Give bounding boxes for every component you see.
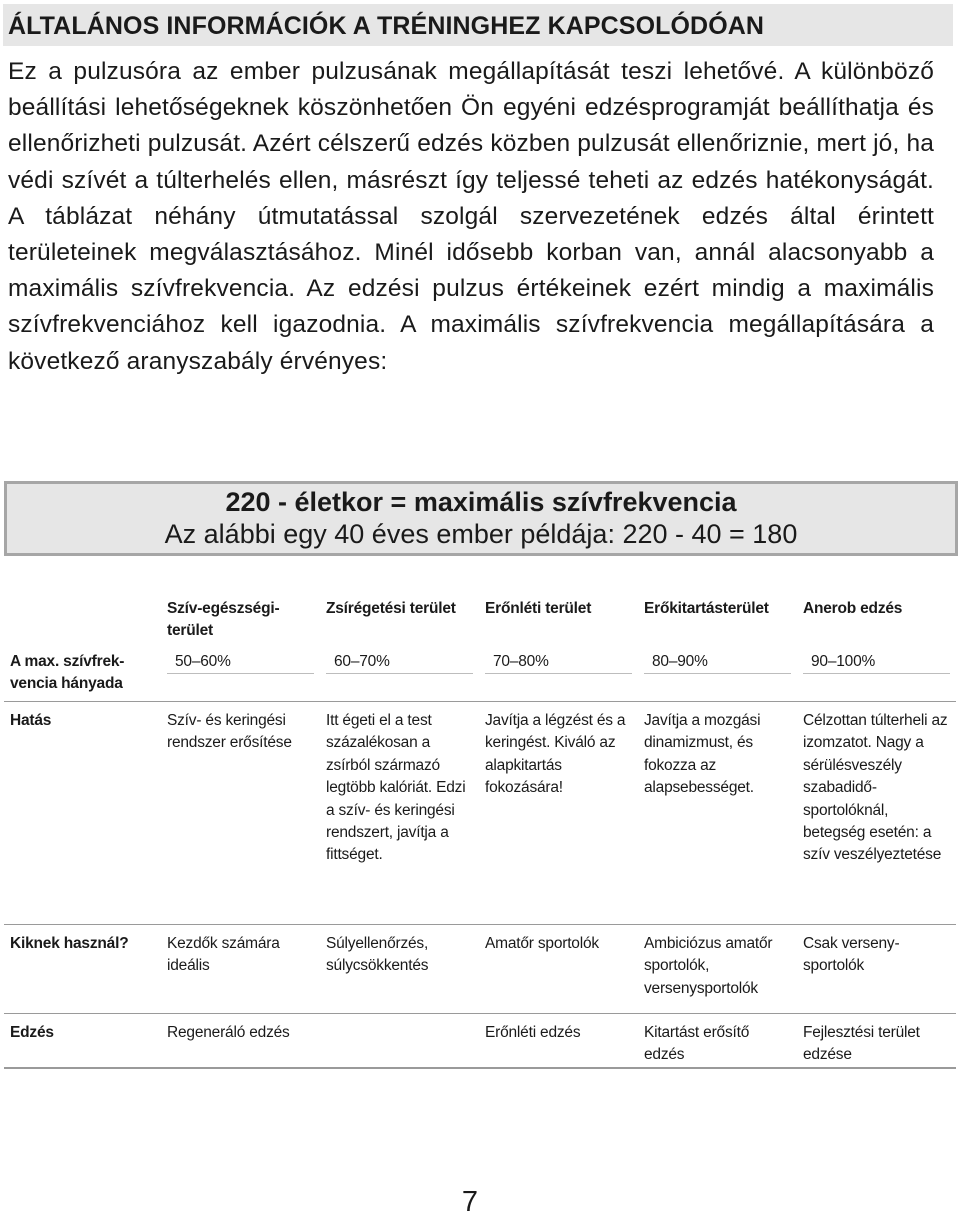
percent-range: 70–80% (485, 651, 632, 674)
table-cell: Erőnléti edzés (479, 1014, 638, 1068)
table-row (4, 1014, 956, 1068)
intro-paragraph: Ez a pulzusóra az ember pulzusának megállapítását teszi lehetővé. A különböző beállítási lehetőségeknek köszönhetően Ön egyéni edzésprogramját beállíthatja és ellenőrizheti pulzusát. Azért célszerű edzés közben pulzusát ellenőriznie, mert jó, ha védi szívét a túlterhelés ellen, másrészt így teljessé teheti az edzés hatékonyságát. A táblázat néhány útmutatással szolgál szervezetének edzés által érintett területeinek megválasztásához. Minél idősebb korban van, annál alacsonyabb a maximális szívfrekvencia. Az edzési pulzus értékeinek ezért mindig a maximális szívfrekvenciához kell igazodnia. A maximális szívfrekvencia megállapítására a következő aranyszabály érvényes: (8, 58, 934, 375)
zone-header: Szív-egészségiterület (166, 600, 280, 640)
table-cell (797, 646, 956, 702)
section-heading: ÁLTALÁNOS INFORMÁCIÓK A TRÉNINGHEZ KAPCSOLÓDÓAN (3, 4, 953, 46)
table-corner-cell (4, 592, 161, 646)
formula-box (4, 481, 958, 556)
table-cell: Javítja a mozgási dinamizmust, és fokozza az alapsebességet. (638, 702, 797, 925)
table-cell: Kitartást erősítő edzés (638, 1014, 797, 1068)
table-cell: Javítja a légzést és a keringést. Kiváló az alapkitartás fokozására! (479, 702, 638, 925)
table-cell: Ambiciózus amatőr sportolók, versenysportolók (638, 925, 797, 1014)
table-cell: Fejlesztési terület edzése (797, 1014, 956, 1068)
formula-title: 220 - életkor = maximális szívfrekvencia (225, 487, 737, 517)
table-cell (320, 646, 479, 702)
table-cell: Kezdők számára ideális (161, 925, 320, 1014)
table-cell: Célzottan túlterheli az izomzatot. Nagy a sérülésveszély szabadidősportolóknál, betegség esetén: a szív veszélyeztetése (797, 702, 956, 925)
table-cell: Regeneráló edzés (161, 1014, 320, 1068)
table-row (4, 646, 956, 702)
table-cell: Súlyellenőrzés, súlycsökkentés (320, 925, 479, 1014)
heart-rate-zones-table (4, 592, 956, 1069)
zone-header: Erőkitartásterület (643, 600, 769, 617)
zone-header: Erőnléti terület (484, 600, 592, 617)
row-label: Kiknek használ? (4, 925, 161, 1014)
percent-range: 60–70% (326, 651, 473, 674)
table-cell (161, 646, 320, 702)
table-cell: Szív- és keringési rendszer erősítése (161, 702, 320, 925)
table-cell: Amatőr sportolók (479, 925, 638, 1014)
table-row (4, 702, 956, 925)
table-cell (638, 646, 797, 702)
table-cell (479, 646, 638, 702)
table-row (4, 925, 956, 1014)
page-number: 7 (461, 1186, 479, 1218)
row-label: Edzés (4, 1014, 161, 1068)
formula-example: Az alábbi egy 40 éves ember példája: 220 - 40 = 180 (164, 519, 798, 549)
row-label: A max. szívfrekvencia hányada (4, 646, 161, 702)
table-cell: Itt égeti el a test százalékosan a zsírból származó legtöbb kalóriát. Edzi a szív- és keringési rendszert, javítja a fittséget. (320, 702, 479, 925)
table-cell (320, 1014, 479, 1068)
table-header-row (4, 592, 956, 646)
percent-range: 50–60% (167, 651, 314, 674)
table-cell: Csak versenysportolók (797, 925, 956, 1014)
zone-header: Zsírégetési terület (325, 600, 456, 617)
percent-range: 90–100% (803, 651, 950, 674)
row-label: Hatás (4, 702, 161, 925)
percent-range: 80–90% (644, 651, 791, 674)
zone-header: Anerob edzés (802, 600, 903, 617)
